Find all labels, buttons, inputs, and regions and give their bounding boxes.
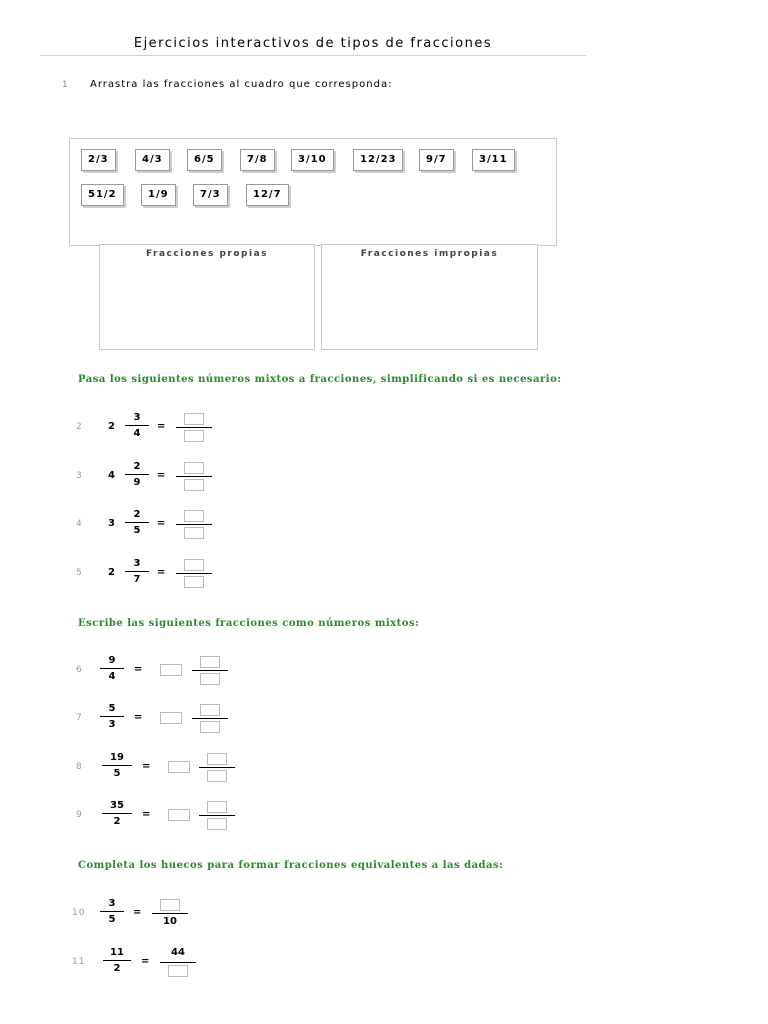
fraction-bar <box>199 815 235 816</box>
denominator: 5 <box>133 525 141 536</box>
drop-box-label: Fracciones propias <box>145 249 269 259</box>
exercise-row <box>0 412 768 452</box>
equals-sign: = <box>134 664 143 675</box>
drop-box-impropias[interactable] <box>321 244 538 350</box>
numerator: 5 <box>108 703 116 714</box>
draggable-fraction[interactable]: 1/9 <box>141 184 176 206</box>
denominator-input[interactable] <box>184 430 204 442</box>
equals-sign: = <box>157 421 166 432</box>
exercise-row <box>0 752 768 792</box>
whole-number: 2 <box>108 421 115 432</box>
exercise-row <box>0 898 768 938</box>
equals-sign: = <box>141 956 150 967</box>
exercise-number: 3 <box>76 471 83 481</box>
whole-number-input[interactable] <box>168 761 190 773</box>
section-heading: Pasa los siguientes números mixtos a fracciones, simplificando si es necesario: <box>78 374 562 385</box>
page-title: Ejercicios interactivos de tipos de fracciones <box>40 36 586 56</box>
fraction-source-box <box>69 138 557 246</box>
fraction-bar <box>102 765 132 766</box>
fraction-bar <box>100 716 124 717</box>
equals-sign: = <box>157 567 166 578</box>
question-instruction: Arrastra las fracciones al cuadro que corresponda: <box>90 79 393 90</box>
draggable-fraction[interactable]: 51/2 <box>81 184 124 206</box>
fraction-bar <box>100 668 124 669</box>
numerator: 3 <box>133 412 141 423</box>
equals-sign: = <box>157 470 166 481</box>
fraction-bar <box>103 960 131 961</box>
draggable-fraction[interactable]: 12/23 <box>353 149 403 171</box>
draggable-fraction[interactable]: 4/3 <box>135 149 170 171</box>
denominator-input[interactable] <box>200 673 220 685</box>
draggable-fraction[interactable]: 6/5 <box>187 149 222 171</box>
fraction-bar <box>125 474 149 475</box>
exercise-row <box>0 703 768 743</box>
denominator-input[interactable] <box>207 818 227 830</box>
fraction-bar <box>192 718 228 719</box>
denominator: 7 <box>133 574 141 585</box>
drop-box-label: Fracciones impropias <box>360 249 499 259</box>
fraction-bar <box>176 524 212 525</box>
draggable-fraction[interactable]: 12/7 <box>246 184 289 206</box>
fraction-bar <box>199 767 235 768</box>
numerator: 3 <box>108 898 116 909</box>
numerator-input[interactable] <box>200 656 220 668</box>
draggable-fraction[interactable]: 2/3 <box>81 149 116 171</box>
numerator-input[interactable] <box>160 899 180 911</box>
section-heading: Escribe las siguientes fracciones como números mixtos: <box>78 618 420 629</box>
denominator: 3 <box>108 719 116 730</box>
numerator: 9 <box>108 655 116 666</box>
numerator-input[interactable] <box>184 510 204 522</box>
exercise-row <box>0 558 768 598</box>
exercise-row <box>0 461 768 501</box>
exercise-number: 5 <box>76 568 83 578</box>
denominator-input[interactable] <box>200 721 220 733</box>
draggable-fraction[interactable]: 7/3 <box>193 184 228 206</box>
equals-sign: = <box>133 907 142 918</box>
equals-sign: = <box>142 809 151 820</box>
exercise-number: 10 <box>72 908 86 918</box>
exercise-row <box>0 655 768 695</box>
exercise-number: 9 <box>76 810 83 820</box>
numerator-input[interactable] <box>184 462 204 474</box>
denominator-input[interactable] <box>184 479 204 491</box>
exercise-number: 7 <box>76 713 83 723</box>
fraction-bar <box>176 573 212 574</box>
numerator: 2 <box>133 509 141 520</box>
fraction-bar <box>176 476 212 477</box>
denominator-input[interactable] <box>168 965 188 977</box>
numerator: 3 <box>133 558 141 569</box>
equals-sign: = <box>142 761 151 772</box>
equals-sign: = <box>157 518 166 529</box>
denominator: 4 <box>108 671 116 682</box>
denominator-input[interactable] <box>184 527 204 539</box>
draggable-fraction[interactable]: 3/10 <box>291 149 334 171</box>
numerator-input[interactable] <box>207 801 227 813</box>
fraction-bar <box>125 522 149 523</box>
fraction-bar <box>192 670 228 671</box>
exercise-number: 8 <box>76 762 83 772</box>
given-numerator: 44 <box>171 947 185 958</box>
denominator: 4 <box>133 428 141 439</box>
exercise-number: 6 <box>76 665 83 675</box>
exercise-row <box>0 509 768 549</box>
numerator-input[interactable] <box>207 753 227 765</box>
numerator: 35 <box>110 800 124 811</box>
denominator: 5 <box>113 768 121 779</box>
denominator: 2 <box>113 963 121 974</box>
denominator: 9 <box>133 477 141 488</box>
numerator-input[interactable] <box>200 704 220 716</box>
exercise-number: 4 <box>76 519 83 529</box>
whole-number: 4 <box>108 470 115 481</box>
denominator: 2 <box>113 816 121 827</box>
draggable-fraction[interactable]: 3/11 <box>472 149 515 171</box>
question-number: 1 <box>62 80 69 90</box>
whole-number: 3 <box>108 518 115 529</box>
whole-number-input[interactable] <box>160 712 182 724</box>
whole-number-input[interactable] <box>160 664 182 676</box>
denominator-input[interactable] <box>207 770 227 782</box>
exercise-row <box>0 800 768 840</box>
numerator: 19 <box>110 752 124 763</box>
drop-box-propias[interactable] <box>99 244 315 350</box>
exercise-row <box>0 947 768 987</box>
numerator-input[interactable] <box>184 559 204 571</box>
fraction-bar <box>125 425 149 426</box>
fraction-bar <box>100 911 124 912</box>
fraction-bar <box>160 962 196 963</box>
fraction-bar <box>176 427 212 428</box>
draggable-fraction[interactable]: 7/8 <box>240 149 275 171</box>
section-heading: Completa los huecos para formar fracciones equivalentes a las dadas: <box>78 860 504 871</box>
numerator: 2 <box>133 461 141 472</box>
fraction-bar <box>125 571 149 572</box>
fraction-bar <box>152 913 188 914</box>
draggable-fraction[interactable]: 9/7 <box>419 149 454 171</box>
denominator-input[interactable] <box>184 576 204 588</box>
fraction-bar <box>102 813 132 814</box>
numerator: 11 <box>110 947 124 958</box>
exercise-number: 11 <box>72 957 86 967</box>
exercise-number: 2 <box>76 422 83 432</box>
denominator: 5 <box>108 914 116 925</box>
given-denominator: 10 <box>163 916 177 927</box>
whole-number-input[interactable] <box>168 809 190 821</box>
whole-number: 2 <box>108 567 115 578</box>
equals-sign: = <box>134 712 143 723</box>
numerator-input[interactable] <box>184 413 204 425</box>
